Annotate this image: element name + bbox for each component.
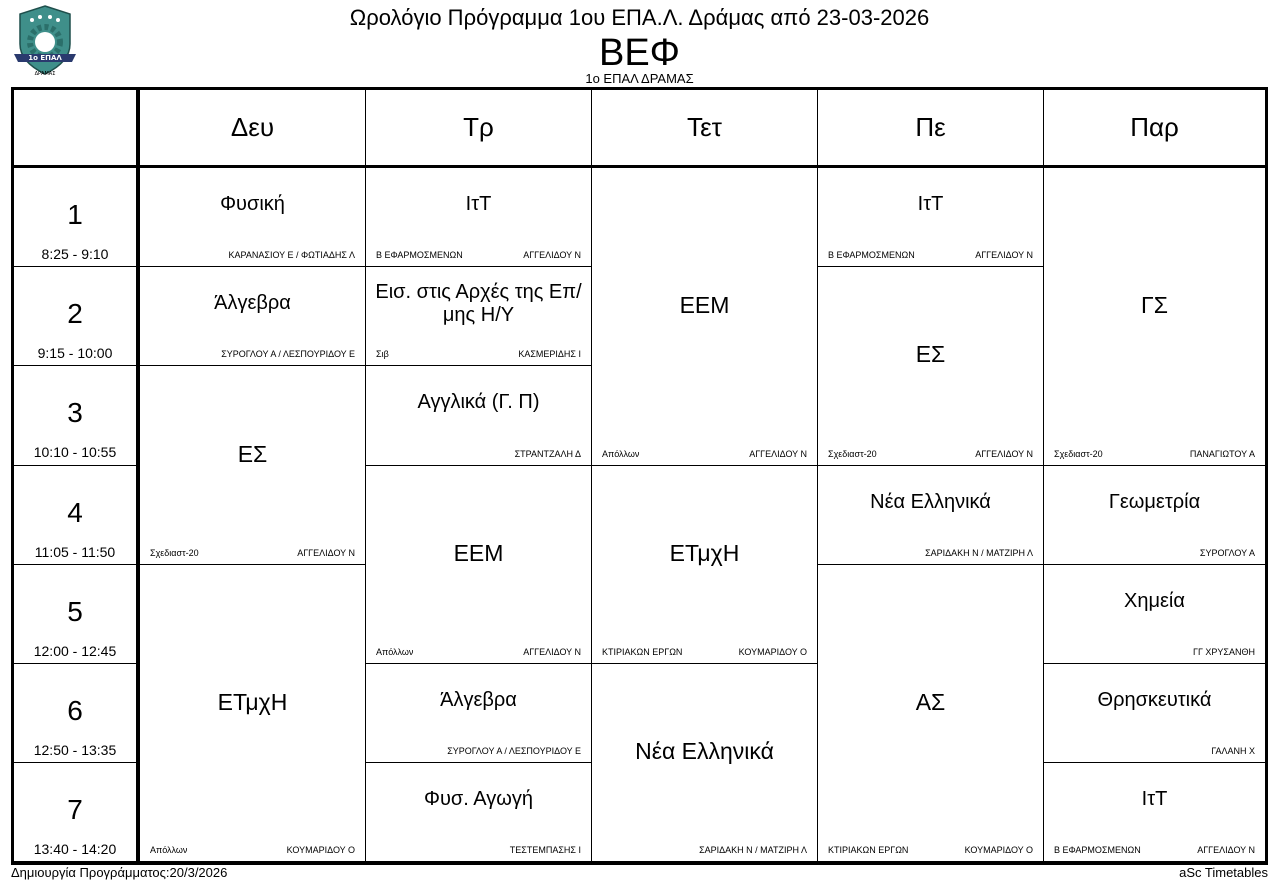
- lesson-teacher: ΚΟΥΜΑΡΙΔΟΥ Ο: [738, 646, 807, 657]
- lesson-teacher: ΣΑΡΙΔΑΚΗ Ν / ΜΑΤΖΙΡΗ Λ: [699, 845, 807, 856]
- lesson-teacher: ΣΤΡΑΝΤΖΑΛΗ Δ: [514, 448, 581, 459]
- lesson-cell[interactable]: [1043, 664, 1265, 763]
- lesson-teacher: ΑΓΓΕΛΙΔΟΥ Ν: [975, 448, 1033, 459]
- lesson-cell[interactable]: [591, 168, 817, 466]
- lesson-cell[interactable]: [817, 565, 1043, 863]
- lesson-teacher: ΠΑΝΑΓΙΩΤΟΥ Α: [1189, 448, 1255, 459]
- lesson-cell[interactable]: [1043, 466, 1265, 565]
- lesson-subject: Νέα Ελληνικά: [870, 490, 991, 513]
- creation-date: Δημιουργία Προγράμματος:20/3/2026: [11, 865, 228, 880]
- lesson-teacher: ΑΓΓΕΛΙΔΟΥ Ν: [297, 547, 355, 558]
- lesson-subject: ΕΤμχΗ: [669, 539, 740, 566]
- school-name: 1ο ΕΠΑΛ ΔΡΑΜΑΣ: [585, 71, 694, 86]
- lesson-subject: ΕΣ: [915, 341, 946, 368]
- lesson-subject: Φυσ. Αγωγή: [424, 788, 533, 811]
- software-credit: aSc Timetables: [1179, 865, 1268, 880]
- logo-text-bottom: ΔΡΑΜΑΣ: [34, 71, 56, 77]
- lesson-subject: ΕΣ: [237, 440, 268, 467]
- day-header: Τετ: [591, 90, 817, 165]
- lesson-room: Β ΕΦΑΡΜΟΣΜΕΝΩΝ: [376, 250, 463, 261]
- lesson-room: Απόλλων: [376, 646, 414, 657]
- period-cell: [14, 168, 136, 267]
- lesson-subject: ΕΤμχΗ: [217, 688, 288, 715]
- lesson-subject: ΑΣ: [915, 688, 946, 715]
- period-number: 5: [67, 595, 83, 627]
- day-header: Δευ: [139, 90, 365, 165]
- lesson-teacher: ΓΑΛΑΝΗ Χ: [1211, 746, 1255, 757]
- lesson-subject: ΕΕΜ: [679, 291, 730, 318]
- day-header: Πε: [817, 90, 1043, 165]
- logo-text-top: 1ο ΕΠΑΛ: [28, 54, 62, 62]
- lesson-cell[interactable]: [365, 466, 591, 664]
- lesson-room: ΚΤΙΡΙΑΚΩΝ ΕΡΓΩΝ: [828, 845, 909, 856]
- lesson-teacher: ΑΓΓΕΛΙΔΟΥ Ν: [975, 250, 1033, 261]
- timetable-grid: [11, 87, 1268, 865]
- period-time: 11:05 - 11:50: [34, 543, 116, 560]
- lesson-cell[interactable]: [365, 763, 591, 862]
- lesson-subject: Άλγεβρα: [440, 689, 517, 712]
- period-cell: [14, 366, 136, 465]
- lesson-cell[interactable]: [365, 267, 591, 366]
- lesson-cell[interactable]: [1043, 763, 1265, 862]
- lesson-teacher: ΚΑΡΑΝΑΣΙΟΥ Ε / ΦΩΤΙΑΔΗΣ Λ: [228, 250, 355, 261]
- day-header: Τρ: [365, 90, 591, 165]
- lesson-subject: Νέα Ελληνικά: [635, 738, 774, 765]
- period-cell: [14, 763, 136, 862]
- lesson-teacher: ΑΓΓΕΛΙΔΟΥ Ν: [523, 646, 581, 657]
- lesson-cell[interactable]: [817, 267, 1043, 465]
- lesson-teacher: ΓΓ ΧΡΥΣΑΝΘΗ: [1193, 646, 1255, 657]
- lesson-room: Β ΕΦΑΡΜΟΣΜΕΝΩΝ: [1054, 845, 1141, 856]
- lesson-subject: Γεωμετρία: [1108, 490, 1201, 513]
- lesson-cell[interactable]: [591, 664, 817, 862]
- lesson-room: Σχεδιαστ-20: [150, 547, 199, 558]
- lesson-subject: ΙτΤ: [917, 193, 944, 216]
- class-code: ΒΕΦ: [598, 32, 680, 74]
- period-time: 13:40 - 14:20: [33, 841, 117, 858]
- lesson-teacher: ΑΓΓΕΛΙΔΟΥ Ν: [749, 448, 807, 459]
- lesson-subject: Εισ. στις Αρχές της Επ/μης Η/Υ: [375, 280, 582, 326]
- lesson-teacher: ΤΕΣΤΕΜΠΑΣΗΣ Ι: [509, 845, 581, 856]
- period-time: 12:50 - 13:35: [33, 742, 117, 758]
- lesson-cell[interactable]: [365, 664, 591, 763]
- lesson-subject: ΙτΤ: [465, 193, 492, 216]
- lesson-cell[interactable]: [817, 168, 1043, 267]
- lesson-cell[interactable]: [1043, 565, 1265, 664]
- period-number: 3: [67, 397, 83, 429]
- lesson-cell[interactable]: [139, 267, 365, 366]
- lesson-room: Σιβ: [376, 349, 389, 360]
- period-number: 2: [67, 298, 83, 330]
- day-header: Παρ: [1043, 90, 1265, 165]
- lesson-room: ΚΤΙΡΙΑΚΩΝ ΕΡΓΩΝ: [602, 646, 683, 657]
- period-cell: [14, 466, 136, 565]
- lesson-teacher: ΣΑΡΙΔΑΚΗ Ν / ΜΑΤΖΙΡΗ Λ: [925, 547, 1033, 558]
- lesson-room: Σχεδιαστ-20: [1054, 448, 1103, 459]
- period-time: 10:10 - 10:55: [33, 444, 117, 461]
- lesson-subject: ΙτΤ: [1141, 788, 1168, 811]
- lesson-teacher: ΣΥΡΟΓΛΟΥ Α / ΛΕΣΠΟΥΡΙΔΟΥ Ε: [221, 349, 355, 360]
- lesson-teacher: ΣΥΡΟΓΛΟΥ Α / ΛΕΣΠΟΥΡΙΔΟΥ Ε: [447, 746, 581, 757]
- period-time: 9:15 - 10:00: [37, 345, 113, 362]
- lesson-cell[interactable]: [139, 168, 365, 267]
- lesson-teacher: ΑΓΓΕΛΙΔΟΥ Ν: [523, 250, 581, 261]
- lesson-cell[interactable]: [365, 366, 591, 465]
- lesson-cell[interactable]: [1043, 168, 1265, 466]
- lesson-teacher: ΑΓΓΕΛΙΔΟΥ Ν: [1197, 845, 1255, 856]
- lesson-teacher: ΣΥΡΟΓΛΟΥ Α: [1199, 547, 1255, 558]
- page-title: Ωρολόγιο Πρόγραμμα 1ου ΕΠΑ.Λ. Δράμας από 23-03-2026: [349, 5, 930, 30]
- period-number: 6: [67, 695, 83, 726]
- lesson-cell[interactable]: [365, 168, 591, 267]
- period-number: 1: [67, 199, 83, 230]
- lesson-cell[interactable]: [591, 466, 817, 664]
- lesson-teacher: ΚΟΥΜΑΡΙΔΟΥ Ο: [286, 845, 355, 856]
- period-number: 7: [67, 794, 83, 826]
- period-time: 12:00 - 12:45: [33, 642, 117, 659]
- period-number: 4: [67, 496, 83, 528]
- lesson-subject: ΓΣ: [1141, 291, 1168, 318]
- lesson-subject: Χημεία: [1124, 589, 1185, 612]
- lesson-subject: ΕΕΜ: [453, 539, 504, 566]
- lesson-subject: Άλγεβρα: [214, 292, 291, 315]
- lesson-room: Σχεδιαστ-20: [828, 448, 877, 459]
- lesson-cell[interactable]: [139, 565, 365, 863]
- lesson-subject: Αγγλικά (Γ. Π): [417, 391, 540, 414]
- period-cell: [14, 664, 136, 763]
- lesson-cell[interactable]: [817, 466, 1043, 565]
- period-cell: [14, 565, 136, 664]
- lesson-subject: Θρησκευτικά: [1097, 689, 1212, 712]
- lesson-room: Β ΕΦΑΡΜΟΣΜΕΝΩΝ: [828, 250, 915, 261]
- lesson-room: Απόλλων: [150, 845, 188, 856]
- lesson-cell[interactable]: [139, 366, 365, 564]
- lesson-teacher: ΚΑΣΜΕΡΙΔΗΣ Ι: [518, 349, 581, 360]
- period-time: 8:25 - 9:10: [41, 246, 109, 262]
- lesson-teacher: ΚΟΥΜΑΡΙΔΟΥ Ο: [964, 845, 1033, 856]
- lesson-subject: Φυσική: [220, 193, 285, 216]
- period-cell: [14, 267, 136, 366]
- lesson-room: Απόλλων: [602, 448, 640, 459]
